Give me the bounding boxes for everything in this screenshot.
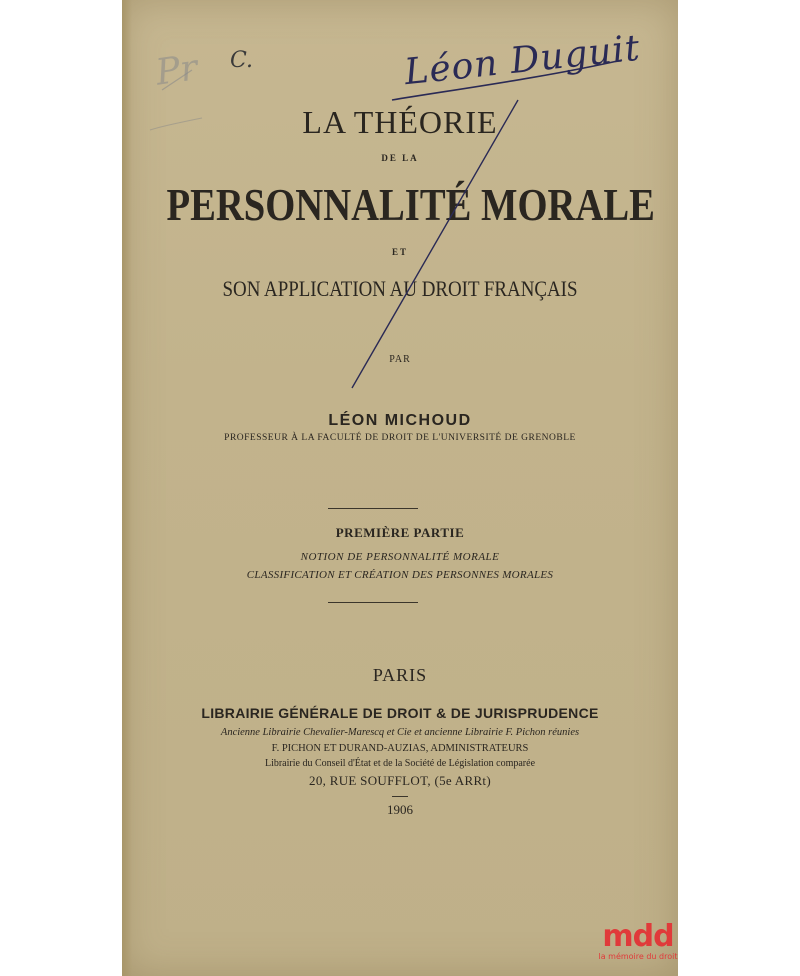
page-binding-shadow [122,0,132,976]
ink-strokes [122,0,678,976]
publication-year: 1906 [387,802,413,817]
logo-tagline: la mémoire du droit [598,952,678,961]
publisher-council: Librairie du Conseil d'État et de la Société de Législation comparée [264,758,536,769]
part-heading: PREMIÈRE PARTIE [335,525,465,540]
title-line-2: DE LA [381,153,419,163]
title-page [122,0,678,976]
publisher-city: PARIS [372,665,428,685]
author-name: LÉON MICHOUD [328,412,472,429]
title-main: PERSONNALITÉ MORALE [166,179,655,230]
title-subtitle: SON APPLICATION AU DROIT FRANÇAIS [222,276,578,301]
small-handwritten-mark: C. [230,48,254,73]
divider-top [328,508,418,509]
publisher-name: LIBRAIRIE GÉNÉRALE DE DROIT & DE JURISPRUDENCE [201,705,599,721]
year-rule [392,796,408,797]
title-line-1: LA THÉORIE [302,104,498,140]
corner-pencil-mark: Pr [153,47,201,94]
publisher-admins: F. PICHON ET DURAND-AUZIAS, ADMINISTRATEURS [271,743,529,754]
mdd-watermark-logo [596,919,680,976]
author-role: PROFESSEUR À LA FACULTÉ DE DROIT DE L'UNIVERSITÉ DE GRENOBLE [224,433,576,443]
publisher-address: 20, RUE SOUFFLOT, (5e ARRt) [309,773,491,788]
publisher-former: Ancienne Librairie Chevalier-Marescq et Cie et ancienne Librairie F. Pichon réunies [220,727,580,738]
part-subtitle-2: CLASSIFICATION ET CRÉATION DES PERSONNES MORALES [246,569,554,581]
handwritten-signature: Léon Duguit [402,27,643,94]
title-by: PAR [389,354,411,365]
title-line-4: ET [391,247,408,257]
diagonal-pen-stroke [352,100,518,388]
divider-bottom [328,602,418,603]
logo-mark: mdd [602,919,674,954]
part-subtitle-1: NOTION DE PERSONNALITÉ MORALE [300,551,500,563]
